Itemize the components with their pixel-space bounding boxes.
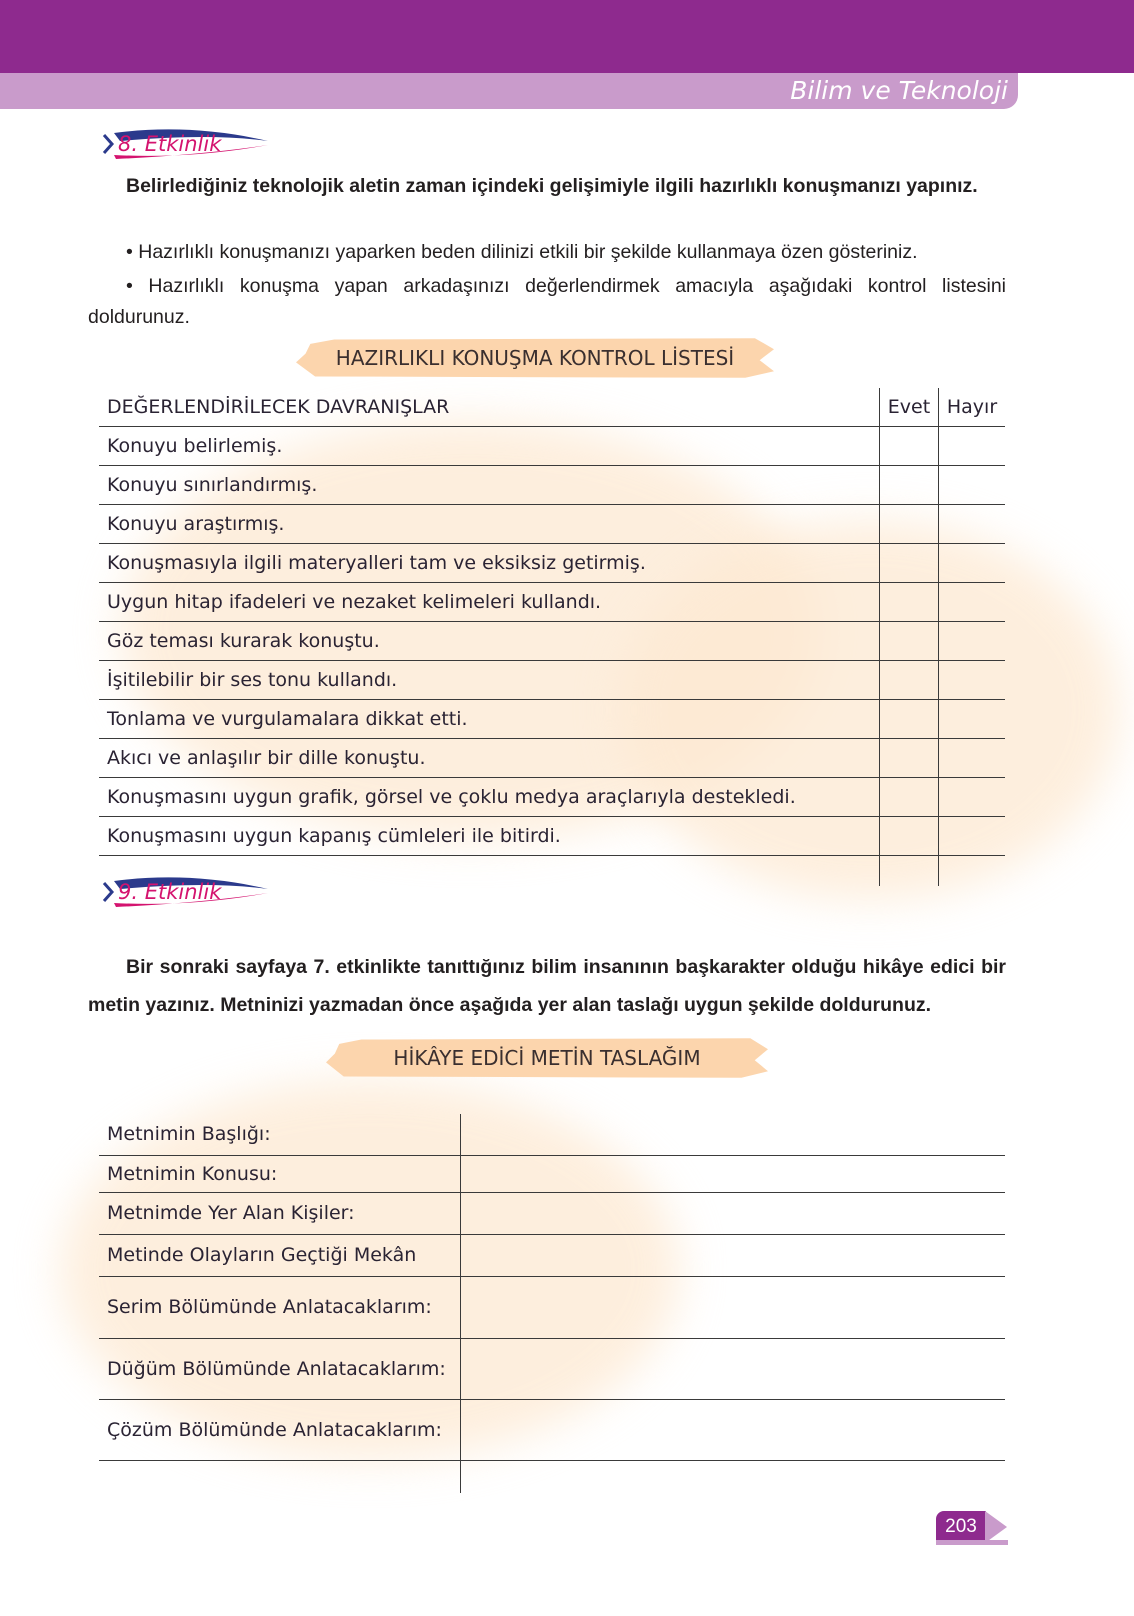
draft-input[interactable] (461, 1399, 1006, 1460)
page-number: 203 (936, 1511, 986, 1543)
draft-input[interactable] (461, 1155, 1006, 1192)
draft-label: Çözüm Bölümünde Anlatacaklarım: (99, 1399, 461, 1460)
section-title: Bilim ve Teknoloji (790, 76, 1008, 105)
draft-input[interactable] (461, 1276, 1006, 1338)
checklist-table (99, 388, 1005, 886)
draft-title-banner (326, 1036, 768, 1080)
yes-cell[interactable] (880, 466, 939, 505)
table-row (99, 1114, 1005, 1155)
checklist-item: Konuşmasını uygun grafik, görsel ve çoklu medya araçlarıyla destekledi. (99, 778, 880, 817)
no-cell[interactable] (939, 739, 1006, 778)
top-banner (0, 0, 1134, 73)
table-row (99, 1155, 1005, 1192)
table-row (99, 427, 1005, 466)
checklist-item: Konuyu sınırlandırmış. (99, 466, 880, 505)
table-row (99, 1399, 1005, 1460)
table-row (99, 661, 1005, 700)
section-header (0, 73, 1018, 109)
activity-9-instruction: Bir sonraki sayfaya 7. etkinlikte tanıttığınız bilim insanının başkarakter olduğu hikâye edici bir metin yazınız. Metninizi yazmadan önce aşağıda yer alan taslağı uygun şekilde doldurunuz. (88, 956, 1006, 1016)
page-number-underline (936, 1540, 1008, 1545)
yes-cell[interactable] (880, 505, 939, 544)
page-number-arrow-icon (985, 1511, 1007, 1543)
table-row (99, 1460, 1005, 1493)
no-cell[interactable] (939, 505, 1006, 544)
table-row (99, 466, 1005, 505)
draft-input[interactable] (461, 1234, 1006, 1276)
activity-8-label (100, 125, 270, 165)
checklist-item: Konuyu araştırmış. (99, 505, 880, 544)
draft-label: Metnimin Başlığı: (99, 1114, 461, 1155)
table-row (99, 1234, 1005, 1276)
draft-table (99, 1114, 1005, 1493)
activity-9-title: 9. Etkinlik (118, 880, 222, 904)
draft-label: Düğüm Bölümünde Anlatacaklarım: (99, 1338, 461, 1399)
draft-label: Metnimde Yer Alan Kişiler: (99, 1192, 461, 1234)
no-cell[interactable] (939, 817, 1006, 856)
checklist-item: Konuşmasını uygun kapanış cümleleri ile bitirdi. (99, 817, 880, 856)
checklist-title-banner (296, 336, 774, 380)
no-cell[interactable] (939, 778, 1006, 817)
table-row (99, 739, 1005, 778)
no-cell[interactable] (939, 544, 1006, 583)
checklist-item: İşitilebilir bir ses tonu kullandı. (99, 661, 880, 700)
draft-label: Metnimin Konusu: (99, 1155, 461, 1192)
no-cell[interactable] (939, 700, 1006, 739)
table-row (99, 817, 1005, 856)
draft-input[interactable] (461, 1192, 1006, 1234)
yes-cell[interactable] (880, 427, 939, 466)
checklist-item: Konuyu belirlemiş. (99, 427, 880, 466)
checklist-item: Tonlama ve vurgulamalara dikkat etti. (99, 700, 880, 739)
no-cell[interactable] (939, 466, 1006, 505)
checklist-item: Akıcı ve anlaşılır bir dille konuştu. (99, 739, 880, 778)
yes-cell[interactable] (880, 622, 939, 661)
table-row (99, 583, 1005, 622)
yes-cell[interactable] (880, 700, 939, 739)
activity-8-title: 8. Etkinlik (118, 132, 222, 156)
activity-8-bullet-2: • Hazırlıklı konuşma yapan arkadaşınızı değerlendirmek amacıyla aşağıdaki kontrol listesini doldurunuz. (88, 275, 1006, 328)
activity-8-instruction: Belirlediğiniz teknolojik aletin zaman içindeki gelişimiyle ilgili hazırlıklı konuşmanızı yapınız. (126, 175, 978, 197)
table-row (99, 700, 1005, 739)
table-row (99, 1276, 1005, 1338)
table-row (99, 1192, 1005, 1234)
draft-label: Metinde Olayların Geçtiği Mekân (99, 1234, 461, 1276)
table-row (99, 1338, 1005, 1399)
table-row (99, 544, 1005, 583)
draft-input[interactable] (461, 1114, 1006, 1155)
no-cell[interactable] (939, 622, 1006, 661)
yes-cell[interactable] (880, 544, 939, 583)
activity-9-label (100, 873, 270, 913)
header-no: Hayır (939, 388, 1006, 427)
table-row (99, 622, 1005, 661)
yes-cell[interactable] (880, 817, 939, 856)
header-yes: Evet (880, 388, 939, 427)
table-row (99, 505, 1005, 544)
activity-8-bullet-1: • Hazırlıklı konuşmanızı yaparken beden dilinizi etkili bir şekilde kullanmaya özen gösteriniz. (126, 241, 918, 263)
yes-cell[interactable] (880, 778, 939, 817)
checklist-header-row (99, 388, 1005, 427)
checklist-item: Konuşmasıyla ilgili materyalleri tam ve eksiksiz getirmiş. (99, 544, 880, 583)
yes-cell[interactable] (880, 739, 939, 778)
checklist-title: HAZIRLIKLI KONUŞMA KONTROL LİSTESİ (335, 346, 735, 370)
checklist-item: Göz teması kurarak konuştu. (99, 622, 880, 661)
yes-cell[interactable] (880, 661, 939, 700)
draft-input[interactable] (461, 1338, 1006, 1399)
no-cell[interactable] (939, 583, 1006, 622)
header-behaviors: DEĞERLENDİRİLECEK DAVRANIŞLAR (99, 388, 880, 427)
yes-cell[interactable] (880, 583, 939, 622)
draft-title: HİKÂYE EDİCİ METİN TASLAĞIM (393, 1046, 701, 1070)
draft-label: Serim Bölümünde Anlatacaklarım: (99, 1276, 461, 1338)
checklist-item: Uygun hitap ifadeleri ve nezaket kelimeleri kullandı. (99, 583, 880, 622)
table-row (99, 778, 1005, 817)
no-cell[interactable] (939, 427, 1006, 466)
no-cell[interactable] (939, 661, 1006, 700)
